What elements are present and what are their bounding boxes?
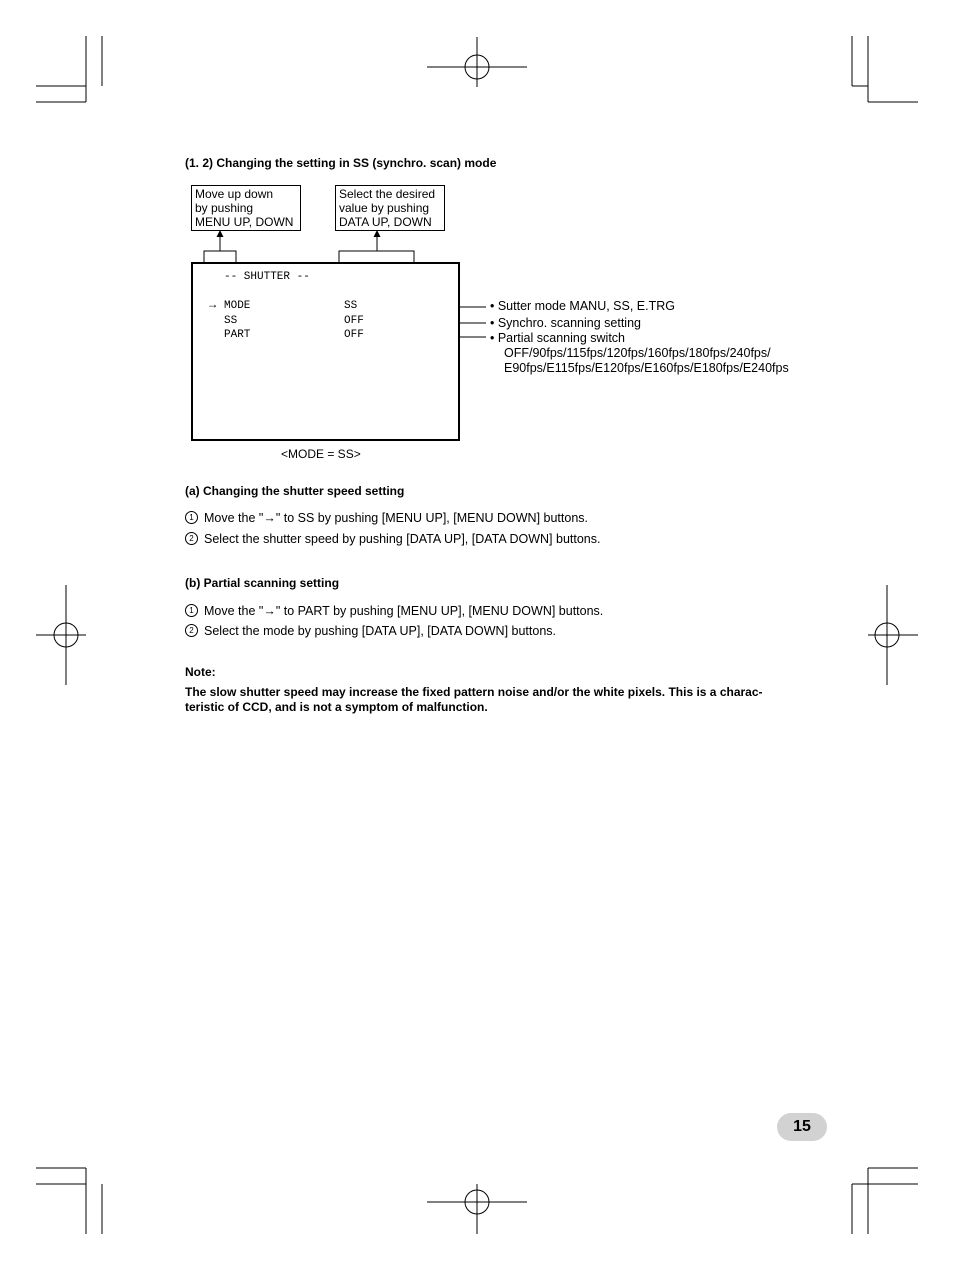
section-b-title: (b) Partial scanning setting — [185, 576, 340, 590]
step-number-badge: 1 — [185, 511, 198, 524]
step-text: Move the "→" to PART by pushing [MENU UP], [MENU DOWN] buttons. — [204, 604, 604, 618]
menu-label-ss: SS — [224, 315, 238, 327]
section-b-step-2 — [185, 624, 556, 638]
step-number-badge: 2 — [185, 624, 198, 637]
menu-value-ss: OFF — [344, 315, 364, 327]
callout-left-line3: MENU UP, DOWN — [195, 215, 294, 229]
note-label: Note: — [185, 665, 216, 679]
menu-screen — [191, 262, 460, 441]
section-b-step-1 — [185, 604, 603, 618]
desc-ss: • Synchro. scanning setting — [490, 316, 641, 330]
menu-label-mode: MODE — [224, 300, 251, 312]
screen-caption: <MODE = SS> — [281, 447, 361, 461]
step-text: Select the shutter speed by pushing [DATA UP], [DATA DOWN] buttons. — [204, 532, 601, 546]
page-number: 15 — [777, 1113, 827, 1141]
section-a-step-1 — [185, 511, 588, 525]
callout-left-line1: Move up down — [195, 187, 274, 201]
step-number-badge: 2 — [185, 532, 198, 545]
menu-value-mode: SS — [344, 300, 358, 312]
screen-header: -- SHUTTER -- — [224, 271, 310, 283]
cursor-arrow-icon: → — [209, 298, 217, 312]
desc-part: • Partial scanning switch — [490, 331, 625, 345]
step-text: Select the mode by pushing [DATA UP], [DATA DOWN] buttons. — [204, 624, 556, 638]
step-text: Move the "→" to SS by pushing [MENU UP], [MENU DOWN] buttons. — [204, 511, 588, 525]
section-a-title: (a) Changing the shutter speed setting — [185, 484, 405, 498]
desc-mode: • Sutter mode MANU, SS, E.TRG — [490, 299, 675, 313]
callout-right-line3: DATA UP, DOWN — [339, 215, 432, 229]
menu-value-part: OFF — [344, 329, 364, 341]
section-a-step-2 — [185, 532, 600, 546]
desc-part-values-2: E90fps/E115fps/E120fps/E160fps/E180fps/E240fps — [504, 361, 789, 375]
note-line-1: The slow shutter speed may increase the fixed pattern noise and/or the white pixels. This is a charac- — [185, 685, 763, 699]
callout-left-line2: by pushing — [195, 201, 254, 215]
menu-label-part: PART — [224, 329, 251, 341]
step-number-badge: 1 — [185, 604, 198, 617]
callout-right-line1: Select the desired — [339, 187, 436, 201]
callout-right-line2: value by pushing — [339, 201, 430, 215]
desc-part-values-1: OFF/90fps/115fps/120fps/160fps/180fps/240fps/ — [504, 346, 771, 360]
note-line-2: teristic of CCD, and is not a symptom of malfunction. — [185, 700, 488, 714]
section-title: (1. 2) Changing the setting in SS (synchro. scan) mode — [185, 156, 497, 170]
